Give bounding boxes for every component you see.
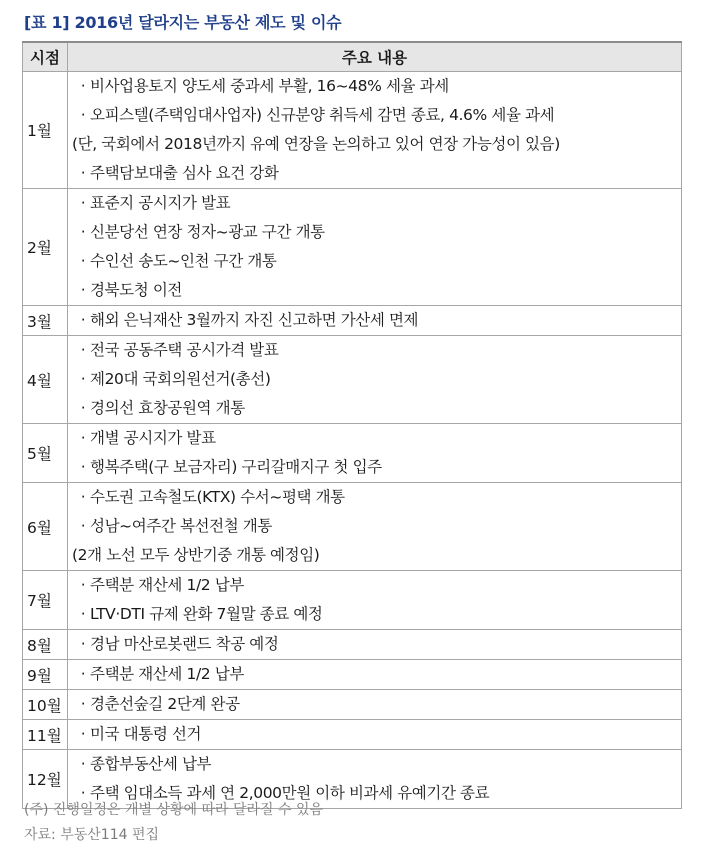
item-text: 주택 임대소득 과세 연 2,000만원 이하 비과세 유예기간 종료 <box>90 784 490 802</box>
bullet-dot-icon: · <box>80 605 86 623</box>
bullet-item <box>72 483 681 512</box>
bullet-dot-icon: · <box>80 725 86 743</box>
row-content <box>68 571 682 630</box>
item-text: 전국 공동주택 공시가격 발표 <box>90 341 279 359</box>
bullet-dot-icon: · <box>80 695 86 713</box>
bullet-item <box>72 247 681 276</box>
bullet-dot-icon: · <box>80 635 86 653</box>
item-text: 오피스텔(주택임대사업자) 신규분양 취득세 감면 종료, 4.6% 세율 과세 <box>90 106 555 124</box>
bullet-dot-icon: · <box>80 106 86 124</box>
row-when: 5월 <box>23 424 68 483</box>
bullet-dot-icon: · <box>80 311 86 329</box>
table-body <box>23 72 682 809</box>
bullet-dot-icon: · <box>80 399 86 417</box>
footnote-note: (주) 진행일정은 개별 상황에 따라 달라질 수 있음 <box>24 802 324 818</box>
item-text: 주택분 재산세 1/2 납부 <box>90 576 244 594</box>
row-when: 2월 <box>23 189 68 306</box>
bullet-dot-icon: · <box>80 665 86 683</box>
row-content <box>68 630 682 660</box>
bullet-dot-icon: · <box>80 194 86 212</box>
table-row <box>23 690 682 720</box>
row-content <box>68 690 682 720</box>
item-text: 비사업용토지 양도세 중과세 부활, 16~48% 세율 과세 <box>90 77 449 95</box>
bullet-item <box>72 306 681 335</box>
bullet-item <box>72 365 681 394</box>
bullet-item <box>72 453 681 482</box>
table-row <box>23 336 682 424</box>
item-text: 성남~여주간 복선전철 개통 <box>90 517 272 535</box>
bullet-item <box>72 394 681 423</box>
bullet-dot-icon: · <box>80 784 86 802</box>
bullet-item <box>72 571 681 600</box>
item-text: (단, 국회에서 2018년까지 유예 연장을 논의하고 있어 연장 가능성이 있음) <box>72 135 560 153</box>
item-text: 주택분 재산세 1/2 납부 <box>90 665 244 683</box>
header-when: 시점 <box>23 42 68 72</box>
table-row <box>23 306 682 336</box>
item-text: 주택담보대출 심사 요건 강화 <box>90 164 279 182</box>
bullet-dot-icon: · <box>80 223 86 241</box>
bullet-item <box>72 189 681 218</box>
item-text: LTV·DTI 규제 완화 7월말 종료 예정 <box>90 605 323 623</box>
row-content <box>68 306 682 336</box>
bullet-dot-icon: · <box>80 164 86 182</box>
row-when: 8월 <box>23 630 68 660</box>
item-text: 경남 마산로봇랜드 착공 예정 <box>90 635 279 653</box>
bullet-dot-icon: · <box>80 755 86 773</box>
row-when: 12월 <box>23 750 68 809</box>
item-text: 경북도청 이전 <box>90 281 182 299</box>
bullet-dot-icon: · <box>80 252 86 270</box>
item-text: 해외 은닉재산 3월까지 자진 신고하면 가산세 면제 <box>90 311 419 329</box>
bullet-item <box>72 720 681 749</box>
row-content <box>68 336 682 424</box>
bullet-item <box>72 218 681 247</box>
header-content: 주요 내용 <box>68 42 682 72</box>
bullet-item <box>72 276 681 305</box>
bullet-item <box>72 630 681 659</box>
policy-table <box>22 41 682 809</box>
bullet-item <box>72 750 681 779</box>
item-text: 신분당선 연장 정자~광교 구간 개통 <box>90 223 325 241</box>
row-content <box>68 483 682 571</box>
bullet-item <box>72 101 681 130</box>
bullet-item <box>72 512 681 541</box>
table-row <box>23 720 682 750</box>
row-content <box>68 660 682 690</box>
item-text: 수인선 송도~인천 구간 개통 <box>90 252 277 270</box>
item-text: 종합부동산세 납부 <box>90 755 212 773</box>
table-header-row <box>23 42 682 72</box>
table-row <box>23 189 682 306</box>
table-row <box>23 630 682 660</box>
item-text: 경의선 효창공원역 개통 <box>90 399 245 417</box>
bullet-item <box>72 336 681 365</box>
bullet-dot-icon: · <box>80 458 86 476</box>
sub-note <box>72 130 681 159</box>
item-text: 개별 공시지가 발표 <box>90 429 216 447</box>
bullet-dot-icon: · <box>80 341 86 359</box>
row-when: 7월 <box>23 571 68 630</box>
footnote-source: 자료: 부동산114 편집 <box>24 827 160 843</box>
table-row <box>23 483 682 571</box>
row-when: 4월 <box>23 336 68 424</box>
row-when: 1월 <box>23 72 68 189</box>
bullet-dot-icon: · <box>80 517 86 535</box>
table-title: [표 1] 2016년 달라지는 부동산 제도 및 이슈 <box>24 13 342 32</box>
row-when: 3월 <box>23 306 68 336</box>
bullet-dot-icon: · <box>80 576 86 594</box>
item-text: 수도권 고속철도(KTX) 수서~평택 개통 <box>90 488 345 506</box>
bullet-dot-icon: · <box>80 429 86 447</box>
row-content <box>68 720 682 750</box>
row-content <box>68 72 682 189</box>
bullet-dot-icon: · <box>80 77 86 95</box>
table-row <box>23 660 682 690</box>
bullet-item <box>72 600 681 629</box>
table-row <box>23 72 682 189</box>
row-when: 9월 <box>23 660 68 690</box>
table-row <box>23 571 682 630</box>
row-when: 10월 <box>23 690 68 720</box>
bullet-item <box>72 690 681 719</box>
row-content <box>68 424 682 483</box>
bullet-dot-icon: · <box>80 488 86 506</box>
bullet-item <box>72 72 681 101</box>
bullet-item <box>72 159 681 188</box>
item-text: 미국 대통령 선거 <box>90 725 202 743</box>
item-text: 경춘선숲길 2단계 완공 <box>90 695 240 713</box>
row-when: 11월 <box>23 720 68 750</box>
item-text: 제20대 국회의원선거(총선) <box>90 370 271 388</box>
item-text: (2개 노선 모두 상반기중 개통 예정임) <box>72 546 320 564</box>
row-content <box>68 189 682 306</box>
sub-note <box>72 541 681 570</box>
row-when: 6월 <box>23 483 68 571</box>
bullet-dot-icon: · <box>80 370 86 388</box>
bullet-item <box>72 660 681 689</box>
table-row <box>23 424 682 483</box>
item-text: 표준지 공시지가 발표 <box>90 194 231 212</box>
bullet-dot-icon: · <box>80 281 86 299</box>
bullet-item <box>72 424 681 453</box>
item-text: 행복주택(구 보금자리) 구리갈매지구 첫 입주 <box>90 458 382 476</box>
